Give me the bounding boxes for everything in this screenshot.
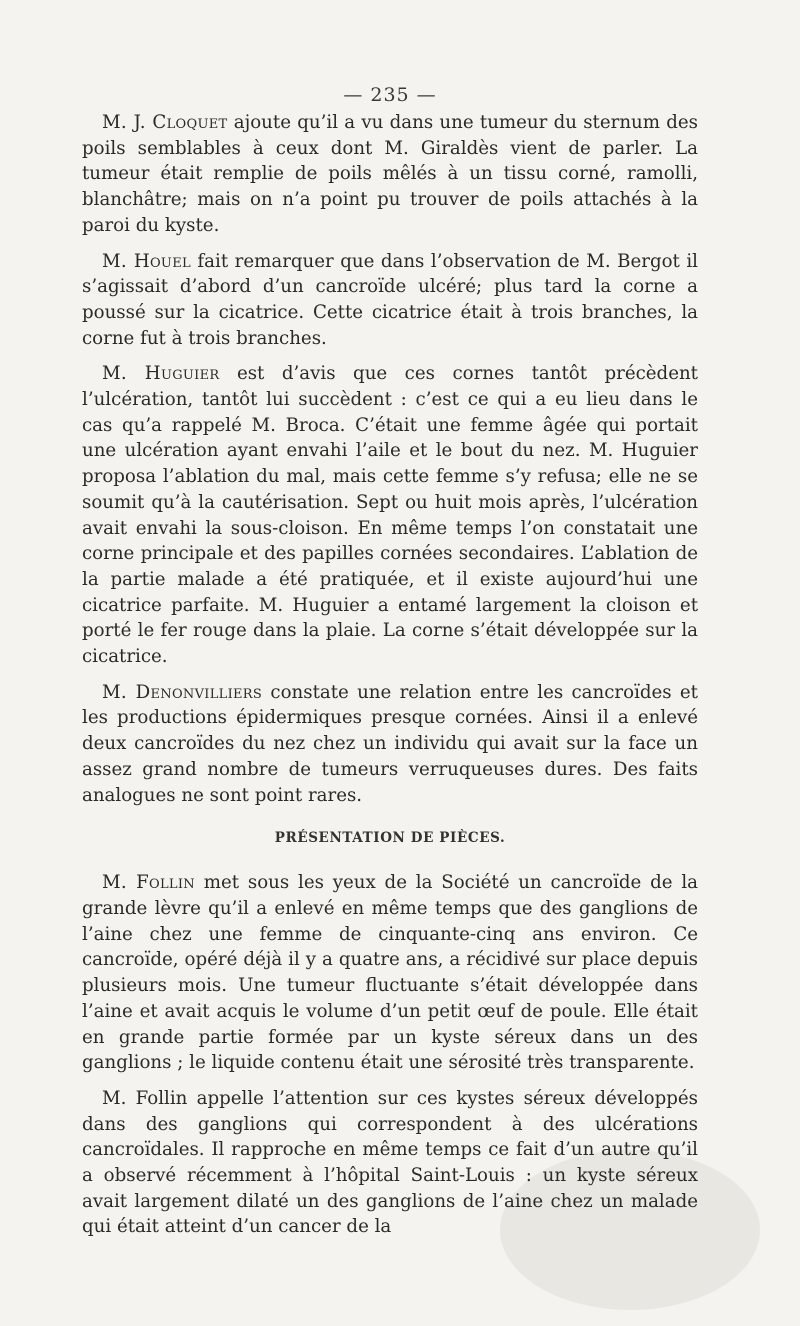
paragraph-follin xyxy=(82,870,698,1076)
speaker-name: M. Follin xyxy=(102,872,195,894)
speaker-name: M. J. Cloquet xyxy=(102,112,228,133)
document-page xyxy=(82,84,698,1250)
paragraph-denonvilliers xyxy=(82,680,698,809)
section-title: PRÉSENTATION DE PIÈCES. xyxy=(274,830,506,847)
speaker-name: M. Houel xyxy=(102,250,191,272)
paragraph-houel xyxy=(82,249,698,352)
page-number: — 235 — xyxy=(343,84,437,106)
paragraph-text: ajoute qu’il a vu dans une tumeur du sternum des poils semblables à ceux dont M. Giraldès vient de parler. La tumeur était remplie de poils mêlés à un tissu corné, ramolli, blanchâtre; mais on n’a point pu trouver de poils attachés à la paroi du kyste. xyxy=(82,112,698,236)
paragraph-text: est d’avis que ces cornes tantôt précèdent l’ulcération, tantôt lui succèdent : c’est ce qui a eu lieu dans le cas qu’a rappelé M. Broca. C’était une femme âgée qui portait une ulcération ayant envahi l’aile et le bout du nez. M. Huguier proposa l’ablation du mal, mais cette femme s’y refusa; elle ne se soumit qu’à la cautérisation. Sept ou huit mois après, l’ulcération avait envahi la sous-cloison. En même temps l’on constatait une corne principale et des papilles cornées secondaires. L’ablation de la partie malade a été pratiquée, et il existe aujourd’hui une cicatrice parfaite. M. Huguier a entamé largement la cloison et porté le fer rouge dans la plaie. La corne s’était développée sur la cicatrice. xyxy=(82,363,698,668)
paragraph-text: met sous les yeux de la Société un cancroïde de la grande lèvre qu’il a enlevé en même temps que des ganglions de l’aine chez une femme de cinquante-cinq ans environ. Ce cancroïde, opéré déjà il y a quatre ans, a récidivé sur place depuis plusieurs mois. Une tumeur fluctuante s’était développée dans l’aine et avait acquis le volume d’un petit œuf de poule. Elle était en grande partie formée par un kyste séreux dans un des ganglions ; le liquide contenu était une sérosité très transparente. xyxy=(82,872,698,1074)
paragraph-text: constate une relation entre les cancroïdes et les productions épidermiques presque cornées. Ainsi il a enlevé deux cancroïdes du nez chez un individu qui avait sur la face un assez grand nombre de tumeurs verruqueuses dures. Des faits analogues ne sont point rares. xyxy=(82,681,698,806)
speaker-name: M. Huguier xyxy=(102,363,220,385)
paragraph-text: M. Follin appelle l’attention sur ces kystes séreux développés dans des ganglions qui correspondent à des ulcérations cancroïdales. Il rapproche en même temps ce fait d’un autre qu’il a observé récemment à l’hôpital Saint-Louis : un kyste séreux avait largement dilaté un des ganglions de l’aine chez un malade qui était atteint d’un cancer de la xyxy=(82,1087,698,1238)
paragraph-huguier xyxy=(82,361,698,669)
paragraph-text: fait remarquer que dans l’observation de M. Bergot il s’agissait d’abord d’un cancroïde ulcéré; plus tard la corne a poussé sur la cicatrice. Cette cicatrice était à trois branches, la corne fut à trois branches. xyxy=(82,250,698,349)
paragraph-cloquet xyxy=(82,110,698,239)
speaker-name: M. Denonvilliers xyxy=(102,681,263,703)
paragraph-follin-2 xyxy=(82,1086,698,1240)
